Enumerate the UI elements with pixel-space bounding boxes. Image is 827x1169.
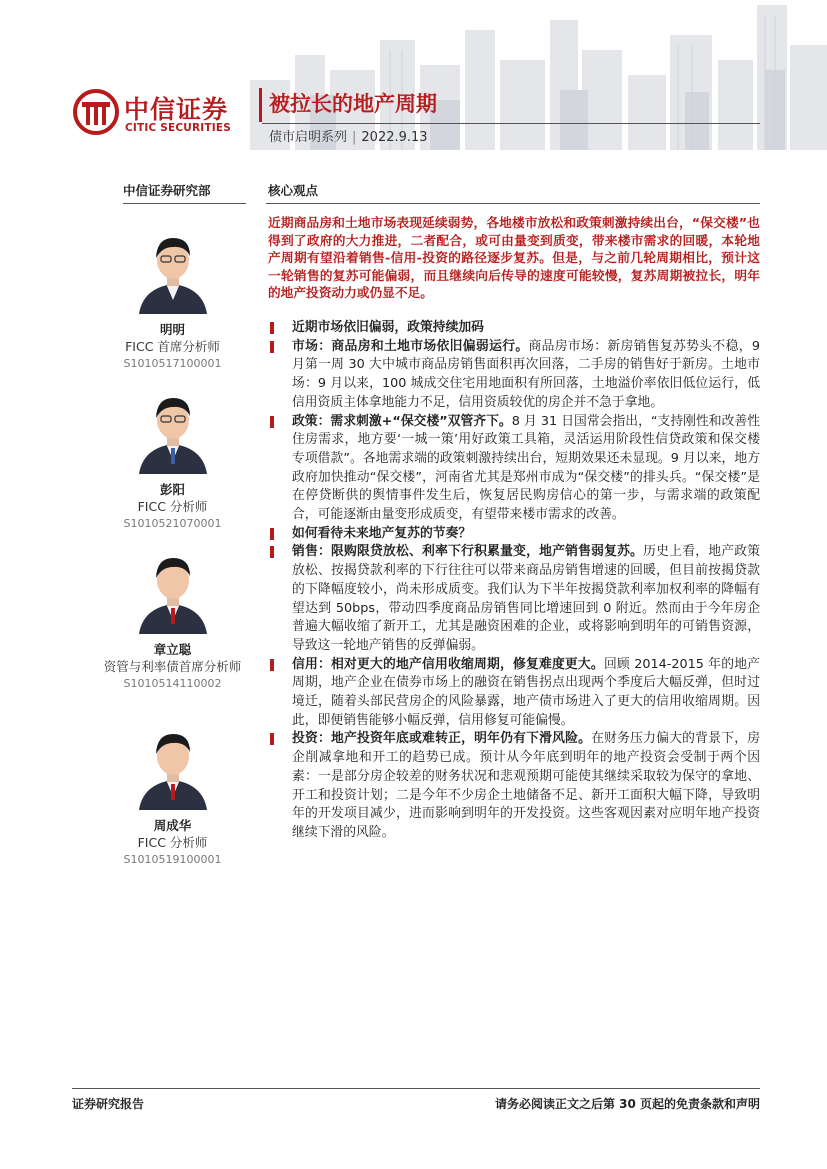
analyst-license: S1010519100001 (123, 853, 222, 866)
analyst-license: S1010517100001 (123, 357, 222, 370)
point-lead: 如何看待未来地产复苏的节奏？ (292, 525, 472, 541)
point-item (268, 319, 760, 338)
report-series: 债市启明系列 (269, 130, 348, 145)
analyst-name: 周成华 (153, 818, 192, 833)
series-separator: | (352, 130, 357, 145)
point-body: 商品房市场：新房销售复苏势头不稳，9 月第一周 30 大中城市商品房销售面积再次回落，二手房的销售好于新房。土地市场：9 月以来，100 城成交住宅用地面积有所回落，土地溢价率依旧低位运行，低信用资质主体拿地能力不足，信用资质较优的房企并不急于拿地。 (292, 338, 760, 410)
analyst-card (100, 722, 245, 868)
analyst-license: S1010514110002 (123, 677, 222, 690)
point-lead: 政策：需求刺激+“保交楼”双管齐下。 (292, 413, 512, 429)
core-view-divider (266, 203, 760, 204)
bullet-marker-icon (270, 322, 274, 334)
analyst-title: FICC 首席分析师 (125, 339, 220, 354)
point-body: 在财务压力偏大的背景下，房企削减拿地和开工的趋势已成。预计从今年底到明年的地产投资会受制于两个因素：一是部分房企较差的财务状况和悲观预期可能使其继续采取较为保守的拿地、开工和投资计划；二是今年不少房企土地储备不足、新开工面积大幅下降，导致明年的开发项目减少，进而影响到明年的开发投资。这些客观因素对应明年地产投资继续下滑的风险。 (292, 731, 761, 840)
analyst-name: 章立聪 (153, 642, 192, 657)
analyst-name: 彭阳 (159, 482, 185, 497)
analyst-title: FICC 分析师 (137, 499, 208, 514)
citic-logo-icon (72, 88, 120, 136)
footer-report-type: 证券研究报告 (72, 1097, 145, 1111)
analyst-card (100, 226, 245, 372)
bullet-marker-icon (270, 416, 274, 428)
analyst-license: S1010521070001 (123, 517, 222, 530)
report-series-line (269, 126, 428, 145)
bullet-marker-icon (270, 659, 274, 671)
brand-name-en: CITIC SECURITIES (125, 122, 232, 134)
point-body: 历史上看，地产政策放松、按揭贷款利率的下行往往可以带来商品房销售增速的回暖，但目前按揭贷款的下降幅度较小，尚未形成质变。我们认为下半年按揭贷款利率加权利率的降幅有望达到 50bps，带动四季度商品房销售同比增速回到 0 附近。然而由于今年房企普遍大幅收缩了新开工，尤其是融资困难的企业，或将影响到明年的可销售资源，导致这一轮地产销售的反弹偏弱。 (292, 544, 761, 653)
header-divider (262, 123, 760, 124)
brand-logo (72, 88, 262, 138)
bullet-marker-icon (270, 546, 274, 558)
bullet-marker-icon (270, 528, 274, 540)
report-title: 被拉长的地产周期 (269, 92, 437, 116)
analyst-card (100, 546, 245, 692)
bullet-marker-icon (270, 733, 274, 745)
department-label: 中信证券研究部 (123, 183, 211, 198)
point-lead: 市场：商品房和土地市场依旧偏弱运行。 (292, 338, 529, 354)
report-date: 2022.9.13 (361, 130, 428, 145)
point-item (268, 413, 760, 525)
point-item (268, 543, 760, 655)
analyst-title: FICC 分析师 (137, 835, 208, 850)
footer-disclaimer: 请务必阅读正文之后第 30 页起的免责条款和声明 (494, 1097, 760, 1111)
point-lead: 销售：限购限贷放松、利率下行积累量变，地产销售弱复苏。 (292, 544, 644, 560)
title-accent-bar (259, 88, 262, 122)
point-lead: 近期市场依旧偏弱，政策持续加码 (292, 320, 484, 335)
core-summary: 近期商品房和土地市场表现延续弱势，各地楼市放松和政策刺激持续出台，“保交楼”也得到了政府的大力推进，二者配合，或可由量变到质变，带来楼市需求的回暖，本轮地产周期有望沿着销售-信用-投资的路径逐步复苏。但是，与之前几轮周期相比，预计这一轮销售的复苏可能偏弱，而且继续向后传导的速度可能较慢，复苏周期被拉长，明年的地产投资动力或仍显不足。 (268, 215, 760, 300)
analyst-card (100, 386, 245, 532)
point-item (268, 338, 760, 413)
analyst-photo-icon (129, 226, 217, 314)
key-points (268, 319, 760, 843)
point-body: 回顾 2014-2015 年的地产周期，地产企业在债券市场上的融资在销售拐点出现两个季度后大幅反弹，但时过境迁，随着头部民营房企的风险暴露，地产债市场进入了更大的信用收缩周期。因此，即便销售能够小幅反弹，信用修复可能偏慢。 (292, 656, 761, 728)
point-item (268, 525, 760, 544)
point-item (268, 730, 760, 842)
point-body: 8 月 31 日国常会指出，“支持刚性和改善性住房需求，地方要‘一城一策’用好政策工具箱，灵活运用阶段性信贷政策和保交楼专项借款”。各地需求端的政策刺激持续出台，短期效果还未显现。9 月以来，地方政府加快推动“保交楼”，河南省尤其是郑州市成为“保交楼”的排头兵。“保交楼”是在停贷断供的舆情事件发生后，恢复居民购房信心的第一步，与需求端的政策配合，可能逐渐由量变形成质变，有望带来楼市需求的改善。 (292, 413, 760, 523)
analyst-photo-icon (129, 546, 217, 634)
brand-name-cn: 中信证券 (124, 95, 229, 124)
analyst-title: 资管与利率债首席分析师 (103, 659, 242, 674)
footer-divider (72, 1088, 760, 1089)
point-lead: 投资：地产投资年底或难转正，明年仍有下滑风险。 (292, 731, 592, 747)
analyst-name: 明明 (159, 322, 185, 337)
point-item (268, 656, 760, 731)
bullet-marker-icon (270, 341, 274, 353)
analyst-photo-icon (129, 722, 217, 810)
core-view-label: 核心观点 (268, 183, 319, 198)
department-divider (123, 203, 246, 204)
point-lead: 信用：相对更大的地产信用收缩周期，修复难度更大。 (292, 656, 604, 672)
analyst-photo-icon (129, 386, 217, 474)
